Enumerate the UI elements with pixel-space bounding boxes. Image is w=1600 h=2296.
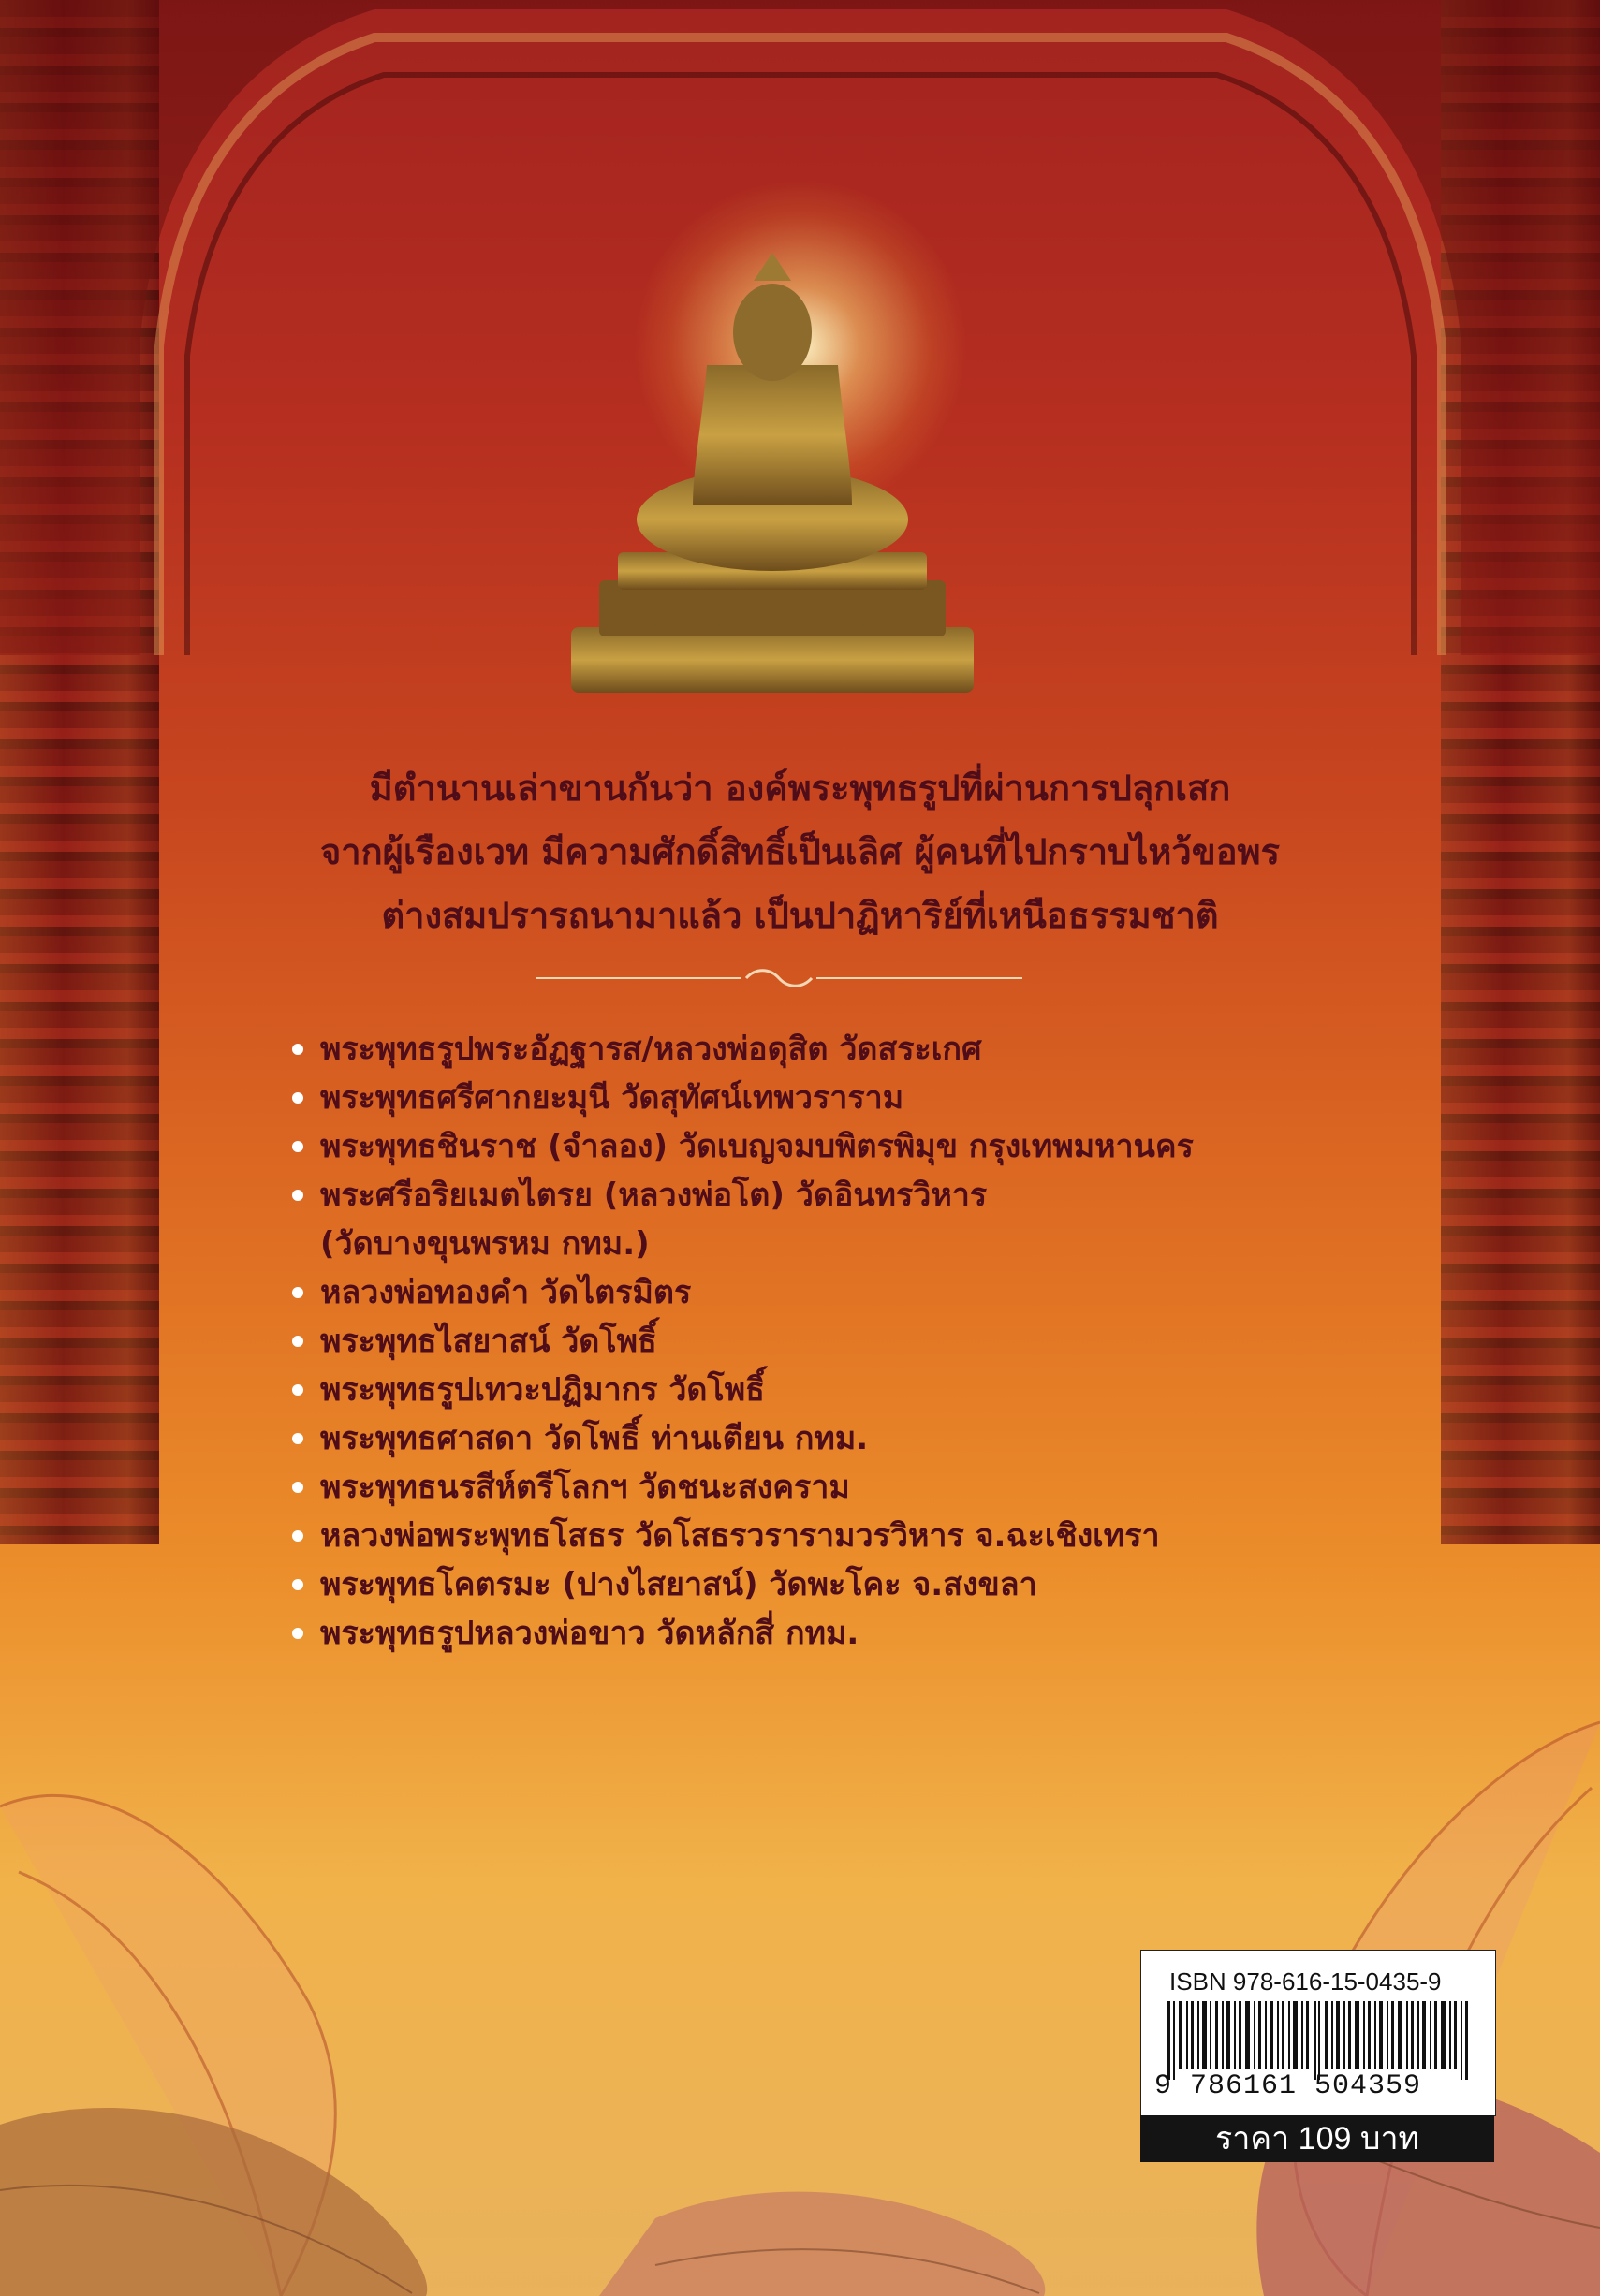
bullet-icon — [292, 1044, 303, 1055]
bullet-icon — [292, 1433, 303, 1444]
barcode-bars-icon — [1167, 2001, 1469, 2080]
list-item: พระพุทธไสยาสน์ วัดโพธิ์ — [288, 1317, 1412, 1366]
intro-line: จากผู้เรืองเวท มีความศักดิ์สิทธิ์เป็นเลิศ ผู้คนที่ไปกราบไหว้ขอพร — [320, 831, 1280, 872]
list-item: พระพุทธรูปพระอัฏฐารส/หลวงพ่อดุสิต วัดสระเกศ — [288, 1025, 1412, 1074]
intro-line: ต่างสมปรารถนามาแล้ว เป็นปาฏิหาริย์ที่เหนือธรรมชาติ — [381, 895, 1219, 936]
bullet-icon — [292, 1336, 303, 1347]
list-item: พระพุทธศาสดา วัดโพธิ์ ท่านเตียน กทม. — [288, 1414, 1412, 1463]
isbn-label: ISBN 978-616-15-0435-9 — [1169, 1967, 1442, 1996]
bullet-icon — [292, 1141, 303, 1152]
intro-paragraph — [187, 756, 1413, 947]
list-item: พระพุทธศรีศากยะมุนี วัดสุทัศน์เทพวราราม — [288, 1074, 1412, 1122]
buddha-statue-image — [552, 253, 992, 721]
intro-line: มีตำนานเล่าขานกันว่า องค์พระพุทธรูปที่ผ่านการปลุกเสก — [369, 768, 1231, 809]
list-item: พระพุทธรูปเทวะปฏิมากร วัดโพธิ์ — [288, 1366, 1412, 1414]
list-item: หลวงพ่อพระพุทธโสธร วัดโสธรวรารามวรวิหาร จ.ฉะเชิงเทรา — [288, 1512, 1412, 1560]
list-item: พระพุทธโคตรมะ (ปางไสยาสน์) วัดพะโคะ จ.สงขลา — [288, 1560, 1412, 1609]
list-item: พระพุทธรูปหลวงพ่อขาว วัดหลักสี่ กทม. — [288, 1609, 1412, 1658]
bullet-icon — [292, 1384, 303, 1396]
list-item: พระพุทธนรสีห์ตรีโลกฯ วัดชนะสงคราม — [288, 1463, 1412, 1512]
bodhi-leaves-decoration — [0, 1479, 1600, 2296]
list-item: หลวงพ่อทองคำ วัดไตรมิตร — [288, 1268, 1412, 1317]
isbn-barcode — [1140, 1950, 1496, 2116]
bullet-icon — [292, 1190, 303, 1201]
price-label: ราคา 109 บาท — [1140, 2115, 1494, 2162]
list-item-continuation: (วัดบางขุนพรหม กทม.) — [320, 1225, 650, 1263]
bullet-icon — [292, 1092, 303, 1104]
barcode-digits: 9 786161 504359 — [1154, 2070, 1422, 2102]
left-ornate-pillar — [0, 0, 159, 1544]
list-item: พระศรีอริยเมตไตรย (หลวงพ่อโต) วัดอินทรวิหาร — [288, 1171, 1412, 1220]
bullet-icon — [292, 1287, 303, 1298]
list-item: พระพุทธชินราช (จำลอง) วัดเบญจมบพิตรพิมุข กรุงเทพมหานคร — [288, 1122, 1412, 1171]
ornamental-divider — [536, 964, 1022, 992]
right-ornate-pillar — [1441, 0, 1600, 1544]
